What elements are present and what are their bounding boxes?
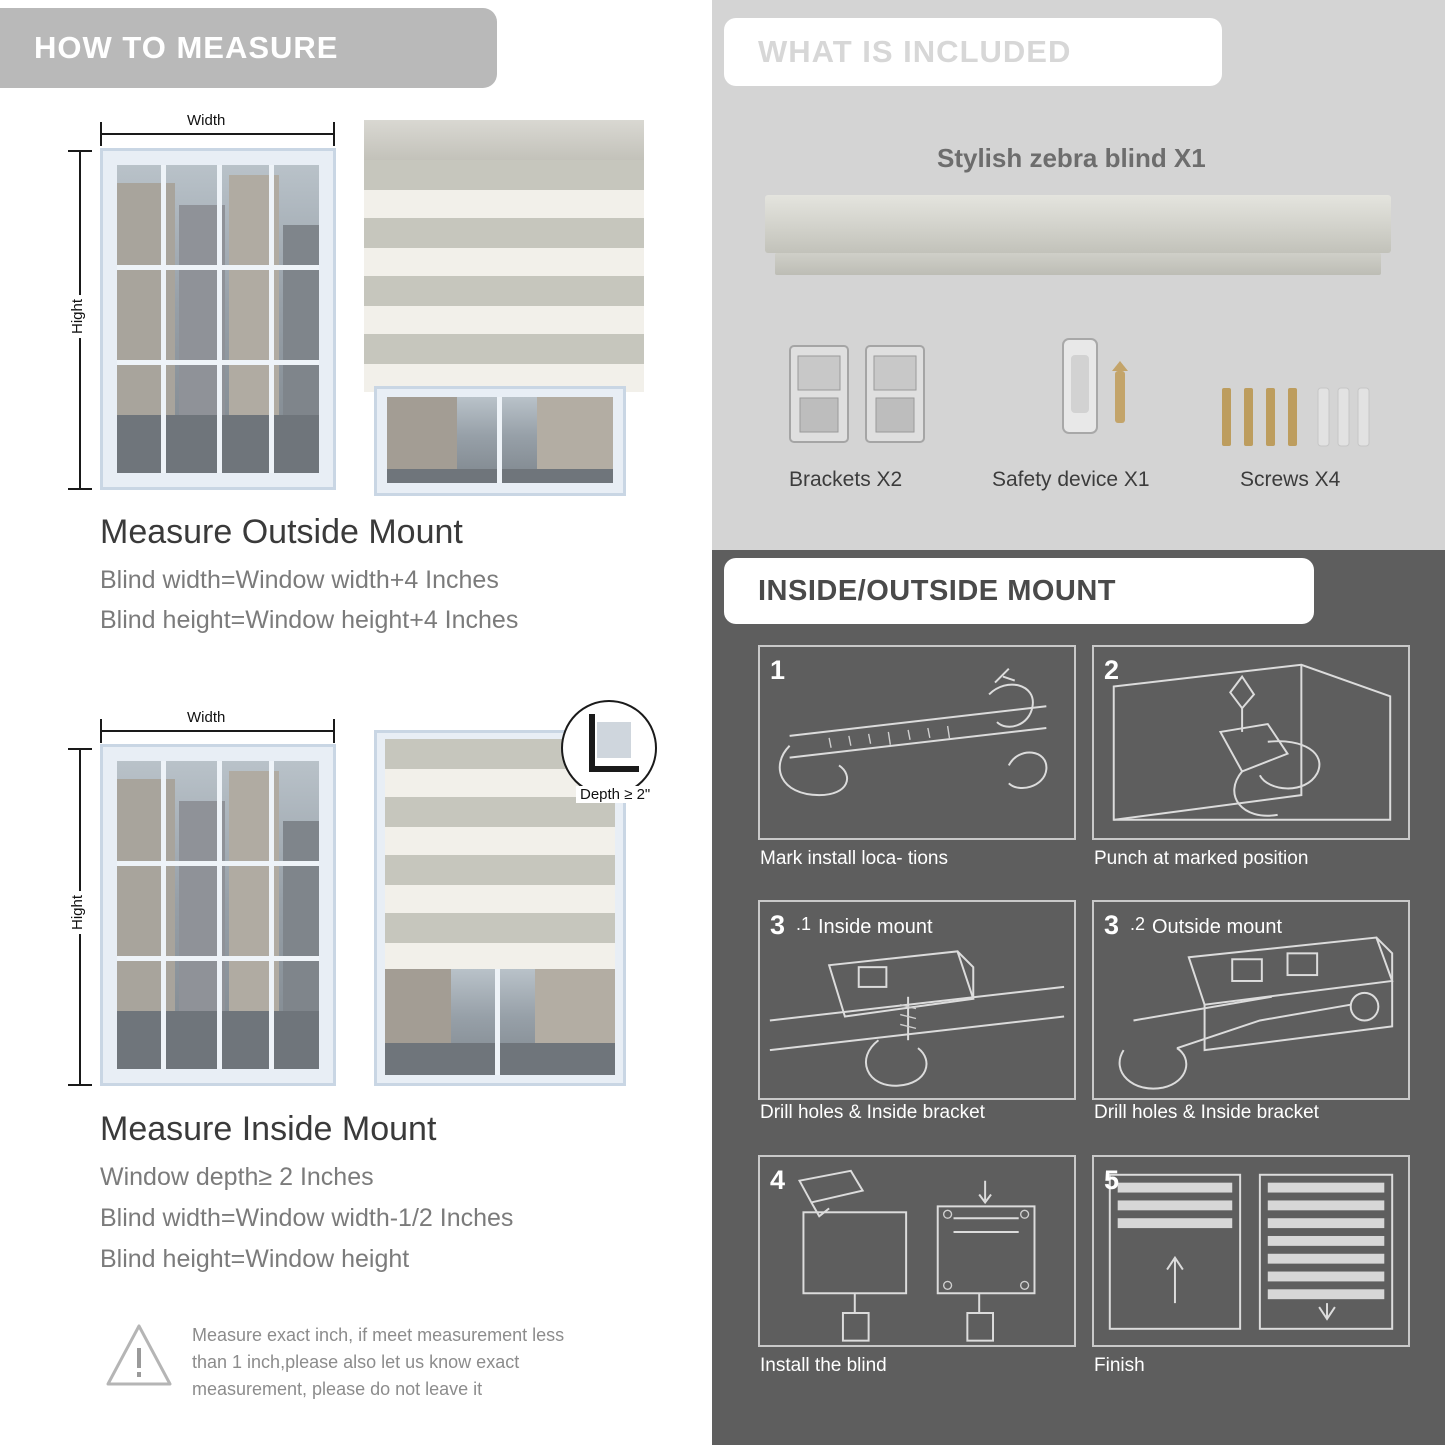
outside-blind-fabric bbox=[364, 160, 644, 392]
outside-mount-line1: Blind width=Window width+4 Inches bbox=[100, 566, 499, 594]
outside-mount-line2: Blind height=Window height+4 Inches bbox=[100, 606, 519, 634]
step-2-illustration bbox=[1092, 645, 1410, 840]
step-3-2-caption: Drill holes & Inside bracket bbox=[1094, 1102, 1319, 1123]
measure-note bbox=[104, 1322, 644, 1403]
outside-mount-heading: Measure Outside Mount bbox=[100, 513, 463, 551]
outside-mount-window-frame bbox=[374, 386, 626, 496]
step-1-illustration bbox=[758, 645, 1076, 840]
step-5-caption: Finish bbox=[1094, 1355, 1145, 1376]
note-line-2: than 1 inch,please also let us know exact bbox=[192, 1352, 520, 1372]
step-3-2-subnumber: .2 bbox=[1130, 914, 1146, 934]
step-5-illustration bbox=[1092, 1155, 1410, 1347]
inside-mount-heading: Measure Inside Mount bbox=[100, 1110, 437, 1148]
safety-device-icon bbox=[1055, 335, 1165, 450]
step-3-1-subnumber: .1 bbox=[796, 914, 812, 934]
step-1-number: 1 bbox=[770, 655, 786, 685]
brackets-caption: Brackets X2 bbox=[789, 468, 903, 491]
bracket-icon bbox=[786, 340, 936, 450]
depth-callout-circle bbox=[561, 700, 657, 796]
outside-height-dim-tick-top bbox=[68, 150, 92, 152]
outside-height-label: Hight bbox=[69, 295, 86, 338]
step-4-number: 4 bbox=[770, 1165, 786, 1195]
inside-height-dim-tick-top bbox=[68, 748, 92, 750]
safety-device-caption: Safety device X1 bbox=[992, 468, 1150, 491]
outside-width-label: Width bbox=[183, 112, 229, 129]
step-2-number: 2 bbox=[1104, 655, 1120, 685]
step-1-caption: Mark install loca- tions bbox=[760, 848, 948, 869]
inside-mount-line3: Blind height=Window height bbox=[100, 1245, 410, 1273]
how-to-measure-column bbox=[0, 0, 712, 1445]
step-2-caption: Punch at marked position bbox=[1094, 848, 1309, 869]
note-line-3: measurement, please do not leave it bbox=[192, 1379, 483, 1399]
inside-outside-mount-title: INSIDE/OUTSIDE MOUNT bbox=[724, 558, 1314, 624]
outside-window-mullions bbox=[117, 165, 319, 473]
step-3-1-label: Inside mount bbox=[818, 916, 933, 938]
inside-width-dim-line bbox=[100, 730, 335, 732]
outside-window-frame bbox=[100, 148, 336, 490]
inside-mount-line1: Window depth≥ 2 Inches bbox=[100, 1163, 374, 1191]
outside-window-glass bbox=[117, 165, 319, 473]
inside-width-dim-tick-left bbox=[100, 719, 102, 743]
step-3-1-caption: Drill holes & Inside bracket bbox=[760, 1102, 985, 1123]
screw-icon bbox=[1218, 380, 1378, 452]
inside-height-label: Hight bbox=[69, 891, 86, 934]
outside-width-dim-line bbox=[100, 133, 335, 135]
note-line-1: Measure exact inch, if meet measurement less bbox=[192, 1325, 565, 1345]
inside-height-dim-tick-bottom bbox=[68, 1084, 92, 1086]
screws-caption: Screws X4 bbox=[1240, 468, 1341, 491]
zebra-blind-product-image bbox=[765, 195, 1391, 285]
inside-window-frame bbox=[100, 744, 336, 1086]
step-3-2-label: Outside mount bbox=[1152, 916, 1283, 938]
step-5-number: 5 bbox=[1104, 1165, 1120, 1195]
inside-window-mullions bbox=[117, 761, 319, 1069]
outside-width-dim-tick-left bbox=[100, 122, 102, 146]
step-3-1-number: 3 bbox=[770, 910, 786, 940]
what-is-included-title: WHAT IS INCLUDED bbox=[724, 18, 1222, 86]
outside-mount-window-mullions bbox=[387, 397, 613, 483]
outside-mount-window-glass bbox=[387, 397, 613, 483]
step-4-illustration bbox=[758, 1155, 1076, 1347]
outside-height-dim-tick-bottom bbox=[68, 488, 92, 490]
depth-label: Depth ≥ 2" bbox=[576, 786, 654, 803]
outside-blind-headrail bbox=[364, 120, 644, 160]
product-label: Stylish zebra blind X1 bbox=[937, 143, 1206, 173]
inside-width-label: Width bbox=[183, 709, 229, 726]
outside-width-dim-tick-right bbox=[333, 122, 335, 146]
step-4-caption: Install the blind bbox=[760, 1355, 887, 1376]
step-3-1-illustration bbox=[758, 900, 1076, 1100]
inside-mount-window-glass bbox=[385, 969, 615, 1075]
how-to-measure-title: HOW TO MEASURE bbox=[0, 8, 497, 88]
step-3-2-number: 3 bbox=[1104, 910, 1120, 940]
inside-mount-window-mullions bbox=[385, 969, 615, 1075]
warning-triangle-icon bbox=[104, 1322, 174, 1388]
inside-width-dim-tick-right bbox=[333, 719, 335, 743]
step-3-2-illustration bbox=[1092, 900, 1410, 1100]
inside-window-glass bbox=[117, 761, 319, 1069]
inside-mount-line2: Blind width=Window width-1/2 Inches bbox=[100, 1204, 514, 1232]
